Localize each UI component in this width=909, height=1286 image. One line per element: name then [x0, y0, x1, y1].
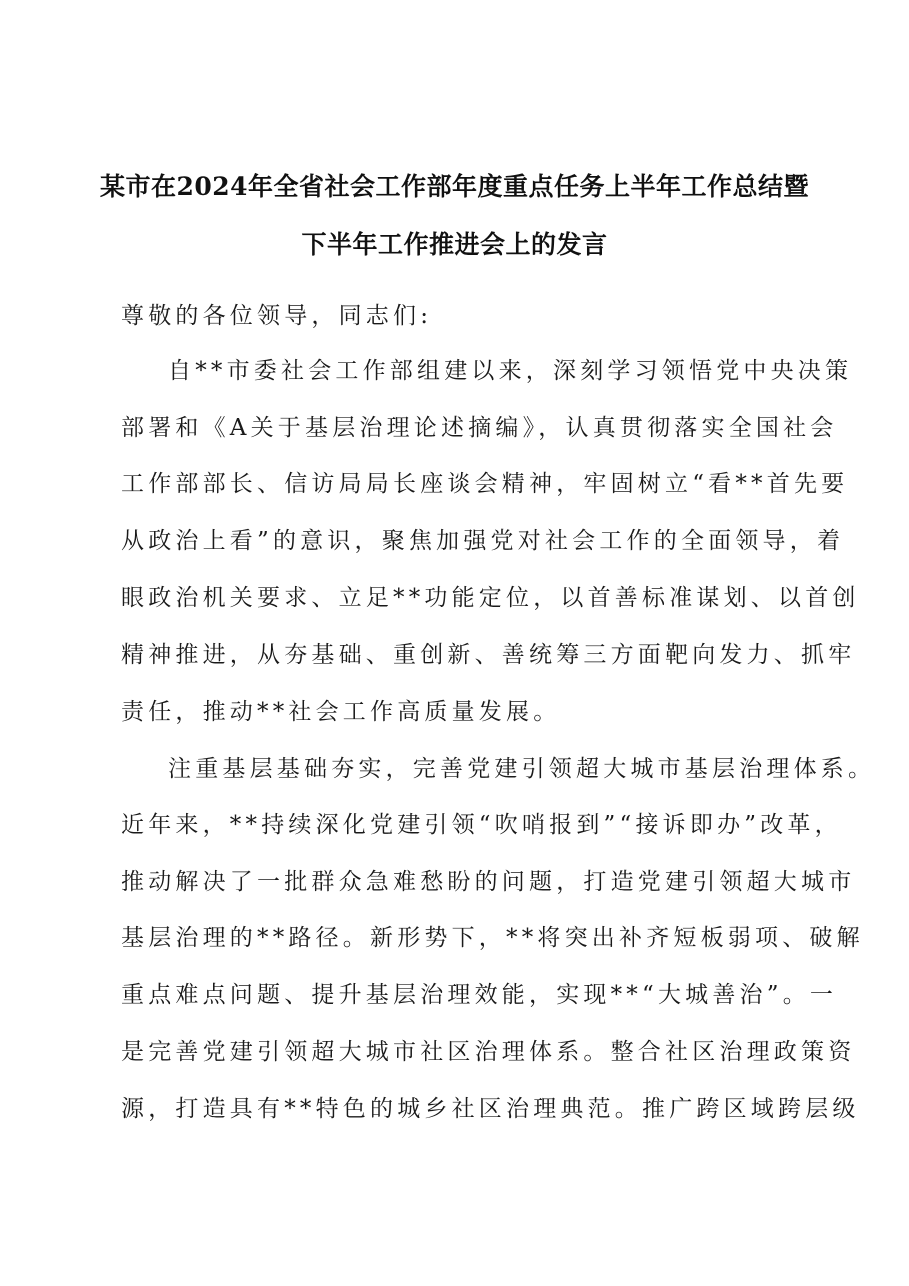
- paragraph-2-line-3: 推动解决了一批群众急难愁盼的问题，打造党建引领超大城市: [121, 869, 856, 895]
- salutation: 尊敬的各位领导，同志们:: [121, 303, 433, 329]
- paragraph-2-line-1: 注重基层基础夯实，完善党建引领超大城市基层治理体系。: [168, 756, 876, 782]
- document-title-line-1: 某市在2024年全省社会工作部年度重点任务上半年工作总结暨: [99, 172, 810, 201]
- paragraph-2-line-6: 是完善党建引领超大城市社区治理体系。整合社区治理政策资: [121, 1039, 856, 1065]
- paragraph-2-line-5: 重点难点问题、提升基层治理效能，实现**“大城善治”。一: [121, 982, 838, 1008]
- paragraph-2-line-4: 基层治理的**路径。新形势下，**将突出补齐短板弱项、破解: [121, 925, 864, 951]
- paragraph-2-line-2: 近年来，**持续深化党建引领“吹哨报到”“接诉即办”改革，: [121, 812, 842, 838]
- paragraph-1-line-6: 精神推进，从夯基础、重创新、善统筹三方面靶向发力、抓牢: [121, 642, 856, 668]
- paragraph-1-line-3: 工作部部长、信访局局长座谈会精神，牢固树立“看**首先要: [121, 471, 849, 497]
- paragraph-2-line-7: 源，打造具有**特色的城乡社区治理典范。推广跨区域跨层级: [121, 1096, 860, 1122]
- paragraph-1-line-1: 自**市委社会工作部组建以来，深刻学习领悟党中央决策: [168, 358, 853, 384]
- paragraph-1-line-7: 责任，推动**社会工作高质量发展。: [121, 699, 561, 725]
- paragraph-1-line-4: 从政治上看”的意识，聚焦加强党对社会工作的全面领导，着: [121, 528, 845, 554]
- document-title-line-2: 下半年工作推进会上的发言: [301, 230, 608, 259]
- paragraph-1-line-5: 眼政治机关要求、立足**功能定位，以首善标准谋划、以首创: [121, 585, 860, 611]
- paragraph-1-line-2: 部署和《A关于基层治理论述摘编》，认真贯彻落实全国社会: [121, 415, 838, 441]
